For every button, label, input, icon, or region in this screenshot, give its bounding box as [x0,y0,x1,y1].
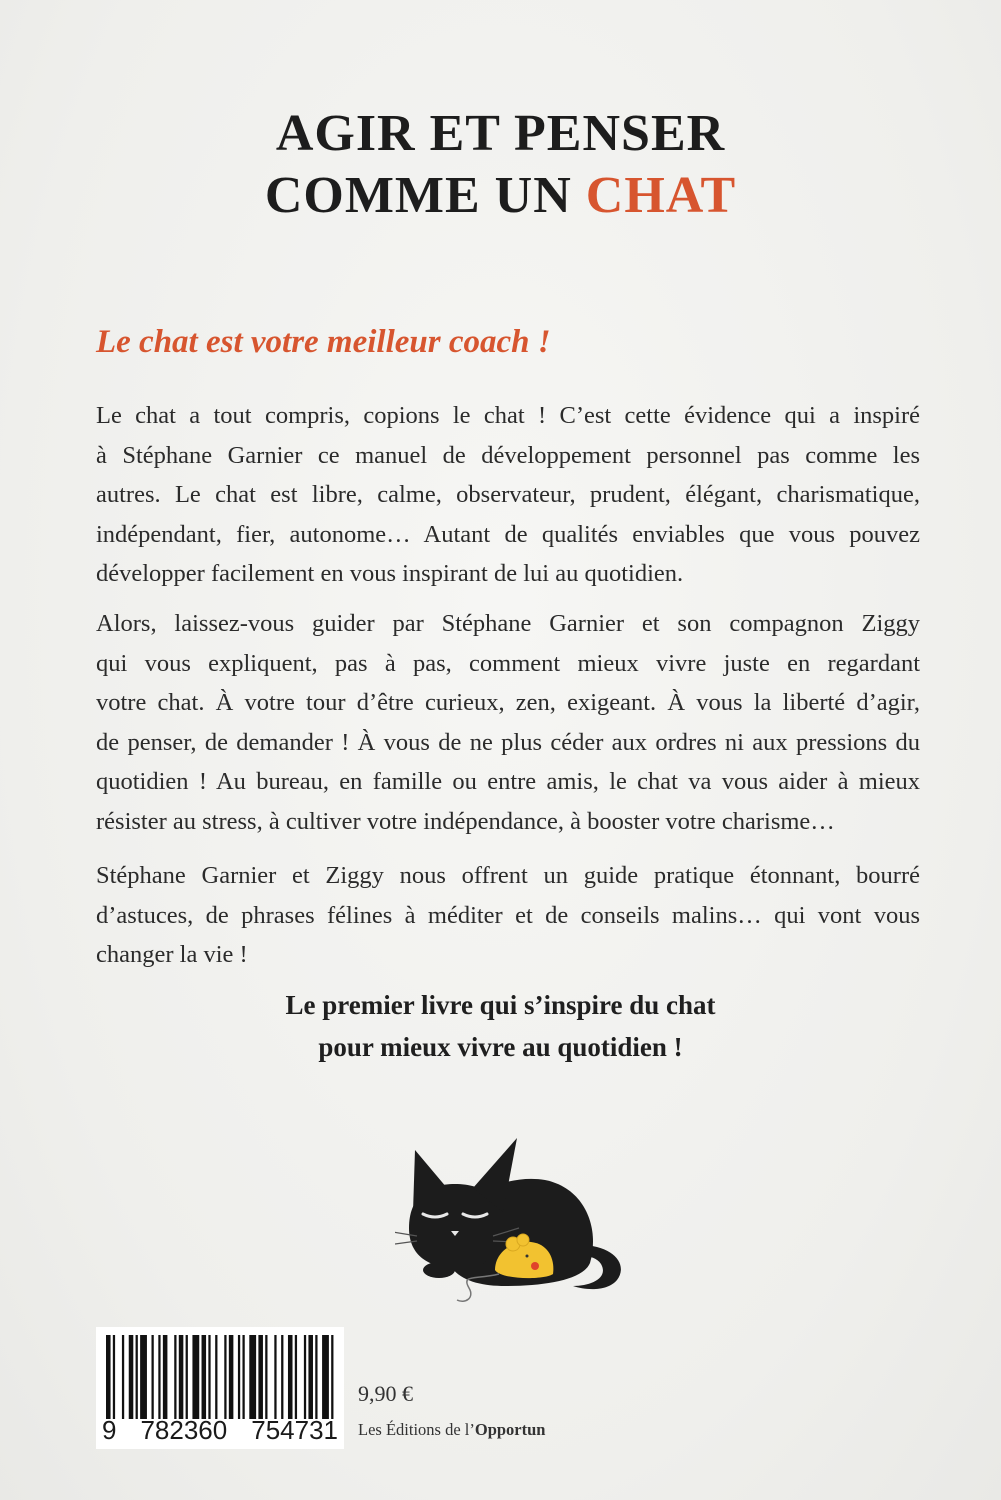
barcode-bar [202,1335,207,1419]
barcode-bars [106,1335,338,1419]
paragraph-line: changer la vie ! [96,941,248,968]
barcode-bar [136,1335,138,1419]
barcode-bar [315,1335,317,1419]
barcode-bar [179,1335,184,1419]
barcode-bar [129,1335,134,1419]
paragraph-line: Alors, laissez-vous guider par Stéphane Garnier et son compagnon Ziggy [96,610,920,637]
paragraph-1 [96,396,920,594]
barcode-bar [208,1335,210,1419]
isbn-digit-group: 9 [102,1415,117,1445]
sleeping-cat-illustration [395,1128,635,1308]
paragraph-line: à Stéphane Garnier ce manuel de développement personnel pas comme les [96,441,920,469]
barcode-bar [242,1335,244,1419]
barcode-bar [174,1335,176,1419]
paragraph-3 [96,856,920,975]
barcode-bar [265,1335,267,1419]
book-title-accent: CHAT [585,167,737,224]
barcode-bar [304,1335,306,1419]
paragraph-line: qui vous expliquent, pas à pas, comment mieux vivre juste en regardant [96,649,920,677]
paragraph-line: quotidien ! Au bureau, en famille ou entre amis, le chat va vous aider à mieux [96,768,920,795]
barcode-bar [274,1335,276,1419]
paragraph-line: autres. Le chat est libre, calme, observateur, prudent, élégant, charismatique, [96,481,920,508]
paragraph-line: votre chat. À votre tour d’être curieux, zen, exigeant. À vous la liberté d’agir, [96,689,920,716]
barcode-bar [229,1335,234,1419]
paragraph-line: résister au stress, à cultiver votre indépendance, à booster votre charisme… [96,807,835,835]
mouse-toy-nose [531,1262,539,1270]
barcode-bar [258,1335,263,1419]
barcode-bar [288,1335,293,1419]
barcode-bar [224,1335,226,1419]
barcode-bar [281,1335,283,1419]
tagline: Le chat est votre meilleur coach ! [96,324,551,360]
barcode-bar [295,1335,297,1419]
barcode-bar [186,1335,188,1419]
barcode-bar [215,1335,217,1419]
isbn-digit-group: 782360 [140,1415,228,1445]
book-title-line-2 [0,166,1001,226]
paragraph-line: indépendant, fier, autonome… Autant de qualités enviables que vous pouvez [96,520,920,548]
barcode-bar [163,1335,168,1419]
paragraph-line: Stéphane Garnier et Ziggy nous offrent un guide pratique étonnant, bourré [96,862,920,889]
cat-paw-left [423,1262,455,1278]
closing-line-2: pour mieux vivre au quotidien ! [318,1032,683,1062]
paragraph-2 [96,604,920,841]
paragraph-line: d’astuces, de phrases félines à méditer et de conseils malins… qui vont vous [96,901,920,929]
publisher-name: Opportun [474,1420,546,1439]
book-title-prefix: COMME UN [264,167,586,224]
paragraph-line: Le chat a tout compris, copions le chat ! C’est cette évidence qui a inspiré [96,402,920,429]
barcode-bar [322,1335,329,1419]
publisher [358,1420,545,1440]
barcode-bar [331,1335,333,1419]
barcode-bar [158,1335,160,1419]
barcode-bar [192,1335,199,1419]
mouse-toy-ear [517,1234,529,1246]
barcode-bar [122,1335,124,1419]
cat-paw-right [461,1262,489,1278]
closing-line-1: Le premier livre qui s’inspire du chat [285,990,716,1020]
isbn-digits [96,1415,344,1446]
book-title-line-1: AGIR ET PENSER [275,105,726,162]
paragraph-line: de penser, de demander ! À vous de ne plus céder aux ordres ni aux pressions du [96,728,920,756]
barcode-bar [249,1335,256,1419]
publisher-prefix: Les Éditions de l’ [358,1420,475,1439]
isbn-barcode [96,1327,344,1449]
barcode-bar [113,1335,115,1419]
isbn-digit-group: 754731 [251,1415,338,1445]
barcode-bar [308,1335,313,1419]
barcode-bar [106,1335,111,1419]
paragraph-line: développer facilement en vous inspirant de lui au quotidien. [96,560,684,587]
mouse-toy-eye [526,1255,529,1258]
barcode-bar [140,1335,147,1419]
barcode-bar [151,1335,153,1419]
price: 9,90 € [358,1381,413,1406]
barcode-bar [238,1335,240,1419]
